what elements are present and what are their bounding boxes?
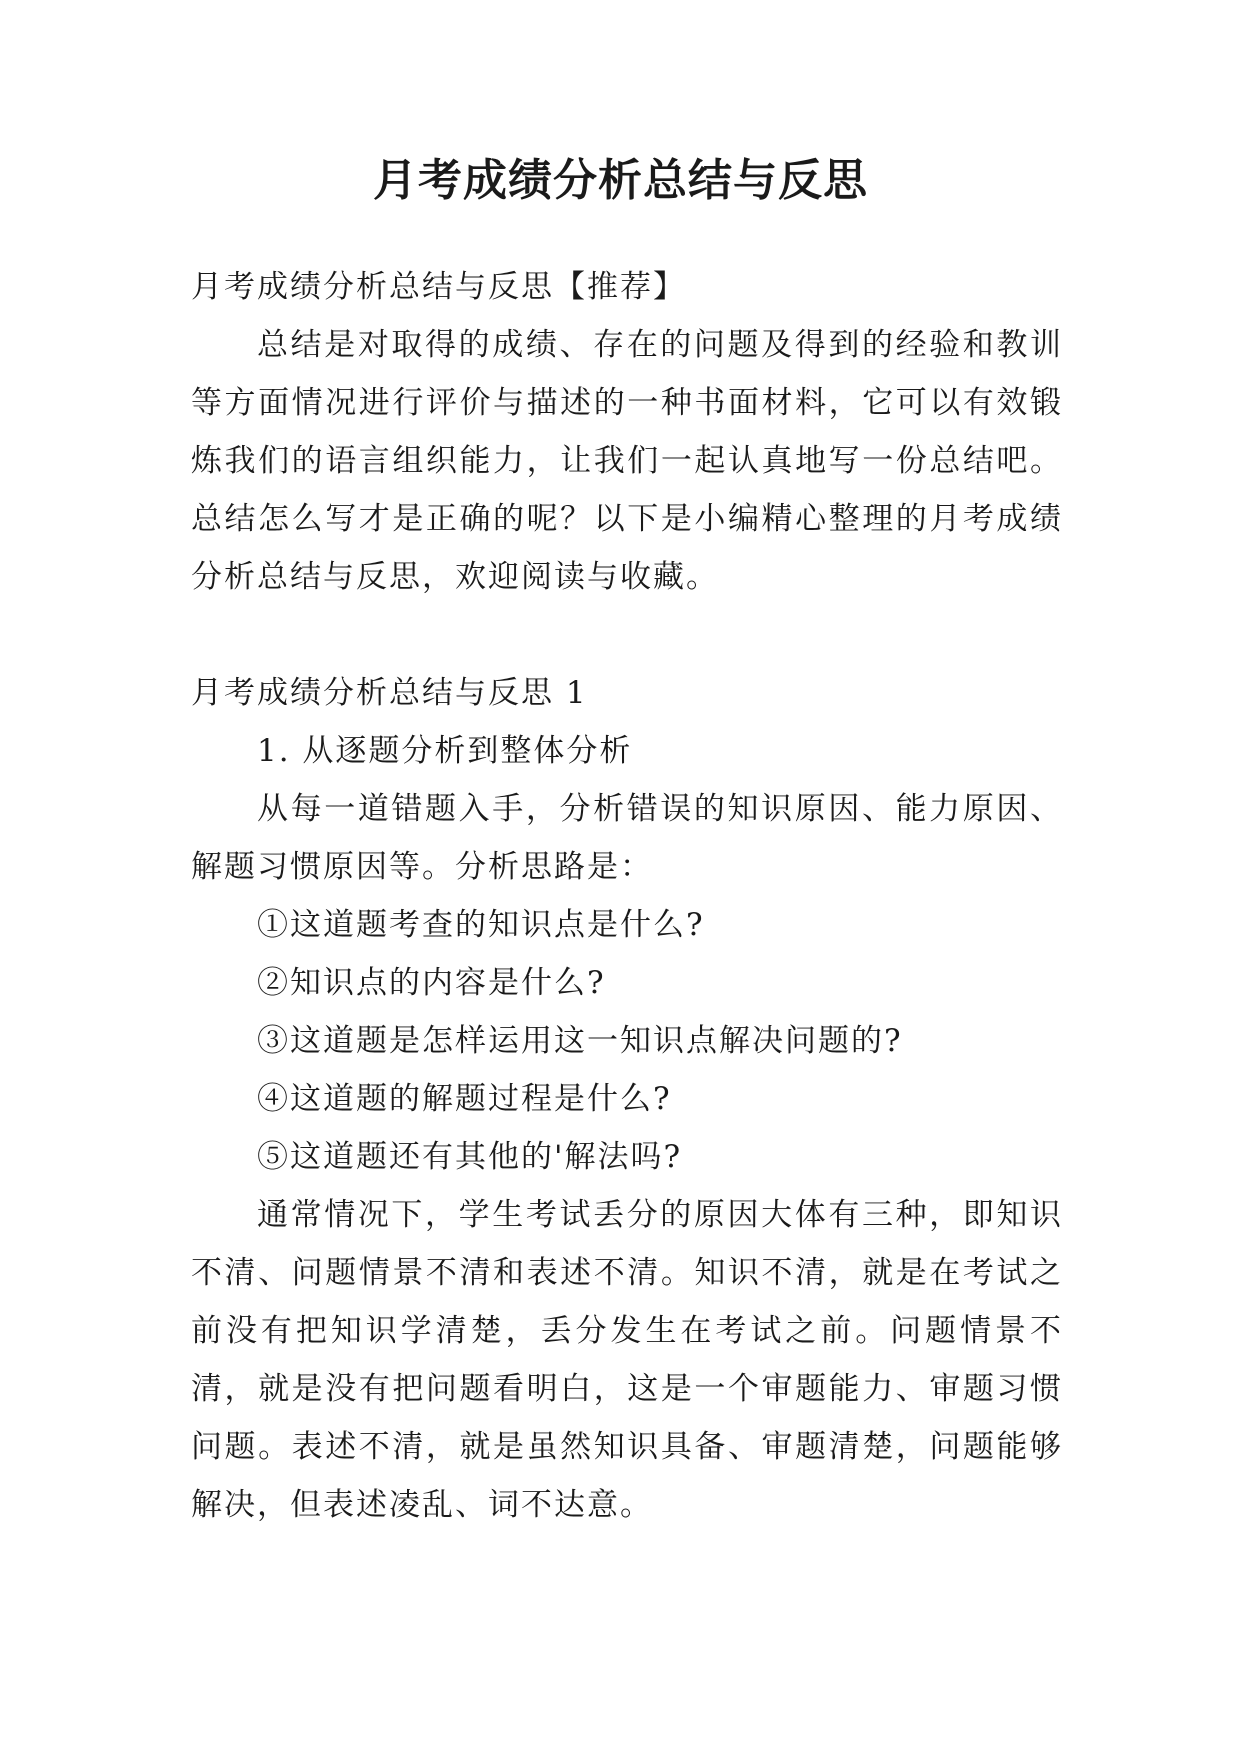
conclusion-paragraph: 通常情况下，学生考试丢分的原因大体有三种，即知识不清、问题情景不清和表述不清。知识不清，就是在考试之前没有把知识学清楚，丢分发生在考试之前。问题情景不清，就是没有把问题看明白，这是一个审题能力、审题习惯问题。表述不清，就是虽然知识具备、审题清楚，问题能够解决，但表述凌乱、词不达意。 (191, 1197, 1063, 1523)
question-item: ⑤这道题还有其他的'解法吗? (257, 1139, 683, 1175)
document-subtitle: 月考成绩分析总结与反思【推荐】 (191, 269, 686, 305)
document-body (191, 258, 1063, 1534)
analysis-intro-paragraph: 从每一道错题入手，分析错误的知识原因、能力原因、解题习惯原因等。分析思路是： (191, 791, 1063, 885)
section-heading: 月考成绩分析总结与反思 1 (191, 675, 588, 711)
intro-paragraph: 总结是对取得的成绩、存在的问题及得到的经验和教训等方面情况进行评价与描述的一种书面材料，它可以有效锻炼我们的语言组织能力，让我们一起认真地写一份总结吧。总结怎么写才是正确的呢？以下是小编精心整理的月考成绩分析总结与反思，欢迎阅读与收藏。 (191, 327, 1063, 595)
document-title: 月考成绩分析总结与反思 (373, 155, 868, 206)
question-item: ③这道题是怎样运用这一知识点解决问题的? (257, 1023, 903, 1059)
question-item: ①这道题考查的知识点是什么? (257, 907, 705, 943)
point-heading: 1. 从逐题分析到整体分析 (257, 733, 633, 769)
question-item: ②知识点的内容是什么? (257, 965, 606, 1001)
question-item: ④这道题的解题过程是什么? (257, 1081, 672, 1117)
